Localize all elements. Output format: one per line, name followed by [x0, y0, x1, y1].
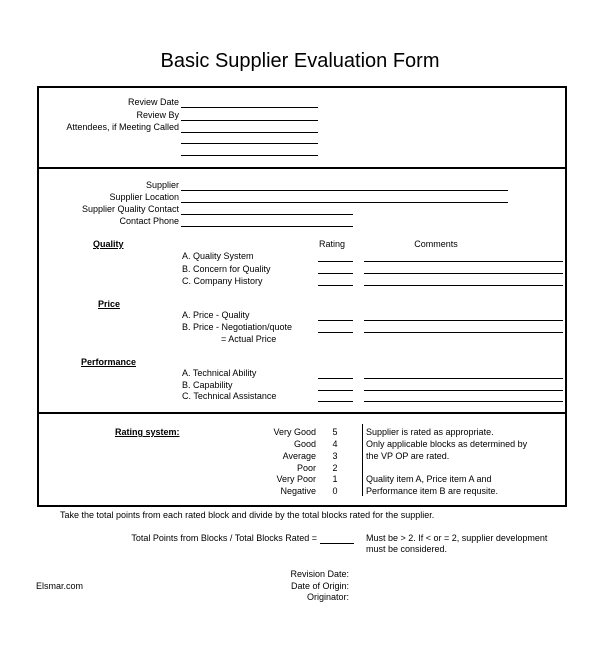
comments-header: Comments — [414, 239, 458, 249]
rating-level-label: Good — [293, 439, 316, 449]
attendees-field-3[interactable] — [181, 155, 318, 156]
rating-level-value: 5 — [332, 427, 338, 437]
price-b-rating-field[interactable] — [318, 332, 353, 333]
quality-item-c: C. Company History — [182, 276, 263, 286]
rating-note: Performance item B are requsite. — [366, 486, 499, 496]
rating-level-label: Poor — [296, 463, 316, 473]
rating-level-value: 3 — [332, 451, 338, 461]
rating-level-label: Negative — [280, 486, 316, 496]
quality-c-comments-field[interactable] — [364, 285, 563, 286]
performance-a-comments-field[interactable] — [364, 378, 563, 379]
rating-level-value: 0 — [332, 486, 338, 496]
performance-c-comments-field[interactable] — [364, 401, 563, 402]
performance-b-rating-field[interactable] — [318, 390, 353, 391]
footer-source: Elsmar.com — [36, 581, 84, 591]
price-item-a: A. Price - Quality — [182, 310, 250, 320]
instructions-text: Take the total points from each rated block and divide by the total blocks rated for the supplier. — [60, 510, 435, 520]
supplier-quality-contact-field[interactable] — [181, 214, 353, 215]
review-date-field[interactable] — [181, 107, 318, 108]
total-note: Must be > 2. If < or = 2, supplier development — [366, 533, 548, 543]
quality-c-rating-field[interactable] — [318, 285, 353, 286]
rating-header: Rating — [318, 239, 345, 249]
performance-c-rating-field[interactable] — [318, 401, 353, 402]
section-divider-1 — [37, 167, 567, 169]
rating-note: Only applicable blocks as determined by — [366, 439, 528, 449]
rating-level-label: Average — [282, 451, 316, 461]
page-title: Basic Supplier Evaluation Form — [160, 50, 440, 72]
performance-item-a: A. Technical Ability — [182, 368, 257, 378]
revision-date-label: Revision Date: — [290, 569, 349, 579]
attendees-label: Attendees, if Meeting Called — [66, 122, 179, 132]
contact-phone-label: Contact Phone — [119, 216, 179, 226]
rating-level-value: 4 — [332, 439, 338, 449]
price-b-comments-field[interactable] — [364, 332, 563, 333]
performance-item-b: B. Capability — [182, 380, 233, 390]
rating-level-value: 1 — [332, 474, 338, 484]
performance-item-c: C. Technical Assistance — [182, 391, 277, 401]
originator-label: Originator: — [306, 592, 349, 602]
price-a-comments-field[interactable] — [364, 320, 563, 321]
performance-a-rating-field[interactable] — [318, 378, 353, 379]
supplier-location-label: Supplier Location — [109, 192, 179, 202]
total-points-label: Total Points from Blocks / Total Blocks Rated = — [131, 533, 317, 543]
supplier-location-field[interactable] — [181, 202, 508, 203]
rating-level-label: Very Good — [273, 427, 316, 437]
quality-heading: Quality — [93, 239, 124, 249]
contact-phone-field[interactable] — [181, 226, 353, 227]
attendees-field-1[interactable] — [181, 132, 318, 133]
performance-heading: Performance — [81, 357, 137, 367]
rating-note: Supplier is rated as appropriate. — [366, 427, 494, 437]
date-of-origin-label: Date of Origin: — [290, 581, 349, 591]
price-heading: Price — [98, 299, 121, 309]
section-divider-2 — [37, 412, 567, 414]
rating-system-heading: Rating system: — [115, 427, 180, 437]
rating-level-label: Very Poor — [276, 474, 316, 484]
rating-note: Quality item A, Price item A and — [366, 474, 492, 484]
total-points-field[interactable] — [320, 543, 354, 544]
quality-item-b: B. Concern for Quality — [182, 264, 271, 274]
quality-b-rating-field[interactable] — [318, 273, 353, 274]
review-by-label: Review By — [136, 110, 179, 120]
supplier-field[interactable] — [181, 190, 508, 191]
rating-notes-divider — [362, 424, 363, 496]
price-a-rating-field[interactable] — [318, 320, 353, 321]
quality-a-comments-field[interactable] — [364, 261, 563, 262]
rating-note: the VP OP are rated. — [366, 451, 450, 461]
review-date-label: Review Date — [127, 97, 179, 107]
quality-a-rating-field[interactable] — [318, 261, 353, 262]
performance-b-comments-field[interactable] — [364, 390, 563, 391]
review-by-field[interactable] — [181, 120, 318, 121]
price-item-b: B. Price - Negotiation/quote — [182, 322, 293, 332]
quality-b-comments-field[interactable] — [364, 273, 563, 274]
rating-level-value: 2 — [332, 463, 338, 473]
supplier-quality-contact-label: Supplier Quality Contact — [81, 204, 179, 214]
total-note: must be considered. — [366, 544, 448, 554]
supplier-label: Supplier — [145, 180, 179, 190]
attendees-field-2[interactable] — [181, 143, 318, 144]
quality-item-a: A. Quality System — [182, 251, 254, 261]
price-actual: = Actual Price — [221, 334, 277, 344]
